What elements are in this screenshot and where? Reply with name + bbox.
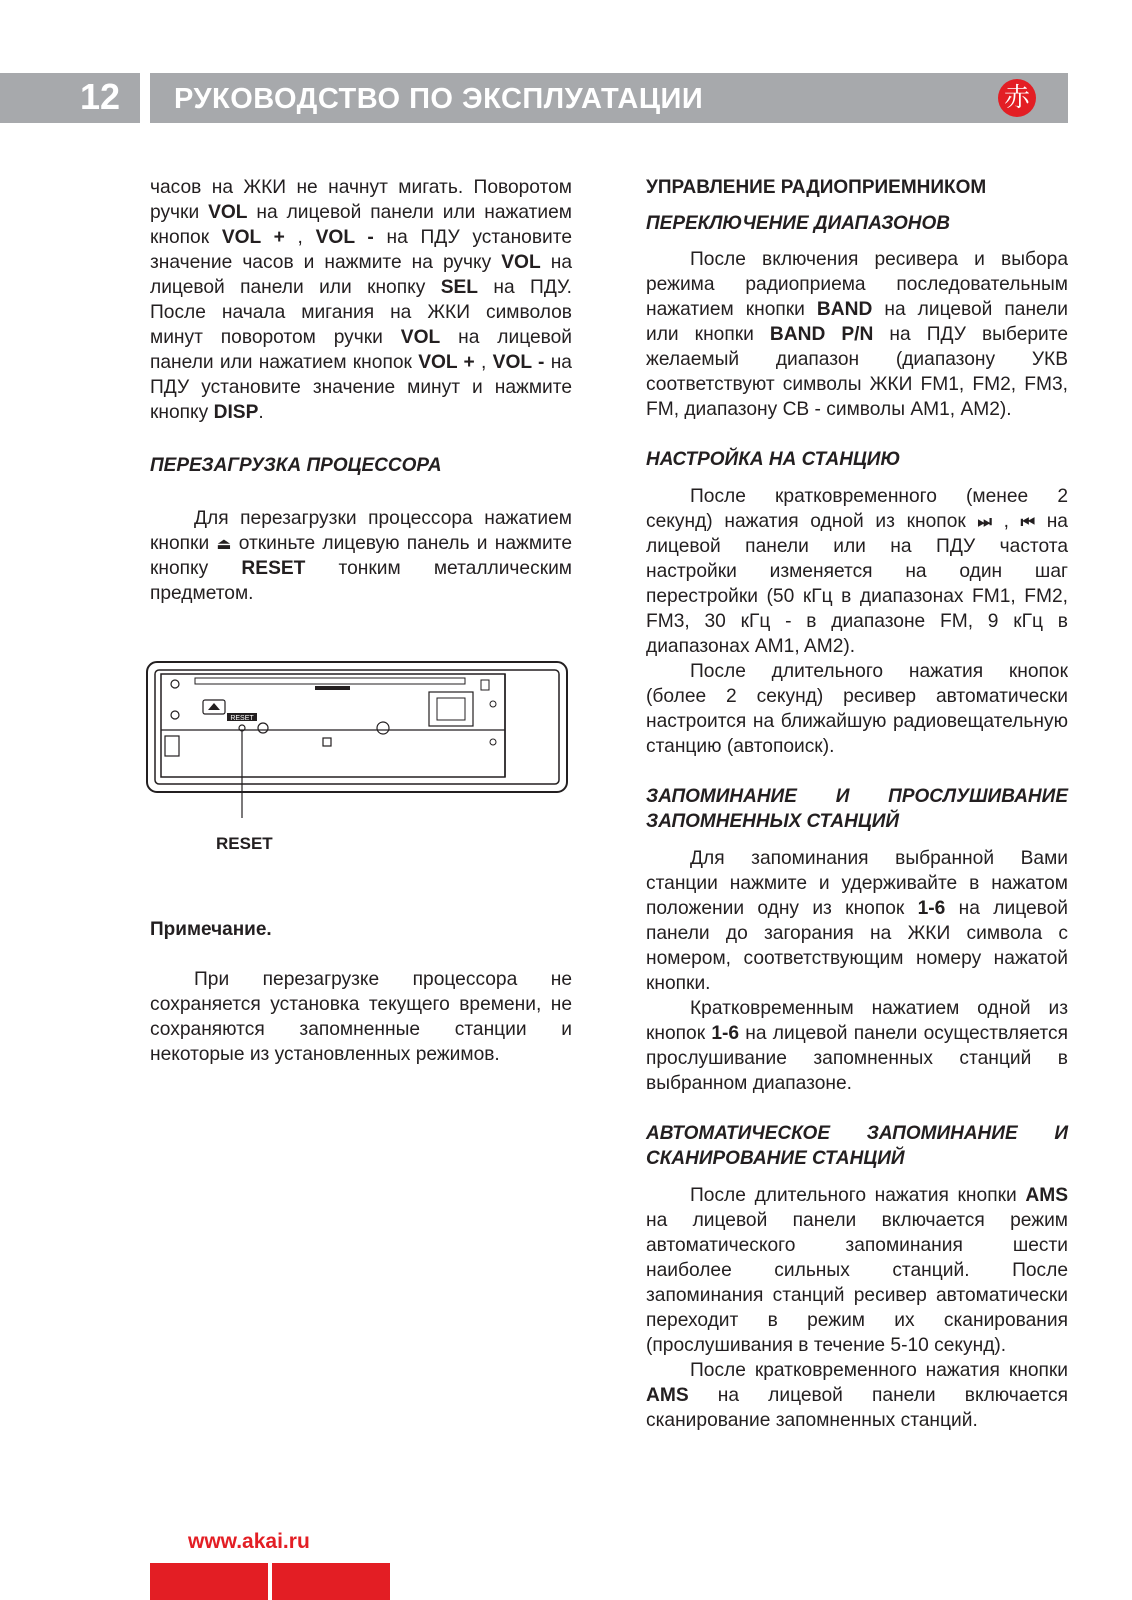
prev-track-icon: ⏮ — [1020, 512, 1036, 531]
device-outer-frame — [147, 662, 567, 792]
heading-radio-control: УПРАВЛЕНИЕ РАДИОПРИЕМНИКОМ — [646, 177, 987, 198]
tuning-paragraph-2: После длительного нажатия кнопок (более 2 секунд) ресивер автоматически настроится на ближайшую радиовещательную станцию (автопоиск). — [646, 661, 1068, 757]
page-number: 12 — [79, 76, 120, 117]
slot-tab — [315, 686, 350, 690]
connector-icon — [323, 738, 331, 746]
heading-band-switching: ПЕРЕКЛЮЧЕНИЕ ДИАПАЗОНОВ — [646, 213, 950, 234]
store-paragraph-1: Для запоминания выбранной Вами станции нажмите и удерживайте в нажатом положении одну из кнопок 1-6 на лицевой панели до загорания на ЖКИ символа с номером, соответствующим номеру нажатой кнопки. — [646, 848, 1069, 994]
note-title: Примечание. — [150, 919, 272, 940]
reset-paragraph: Для перезагрузки процессора нажатием кнопки ⏏ откиньте лицевую панель и нажмите кнопку RESET тонким металлическим предметом. — [150, 508, 573, 604]
left-column — [150, 175, 572, 606]
screw-icon — [171, 680, 179, 688]
note-text: При перезагрузке процессора не сохраняется установка текущего времени, не сохраняются запомненные станции и некоторые из установленных режимов. — [150, 969, 572, 1065]
screw-icon — [490, 701, 496, 707]
left-latch — [165, 736, 179, 756]
latch-icon — [481, 680, 489, 690]
heading-tuning: НАСТРОЙКА НА СТАНЦИЮ — [646, 449, 901, 470]
next-track-icon: ⏭ — [977, 512, 992, 531]
device-inner-frame — [155, 670, 559, 784]
right-column — [646, 175, 1068, 1433]
eject-icon — [208, 703, 220, 710]
device-figure — [145, 660, 571, 820]
page-number-block — [0, 73, 140, 123]
auto-paragraph-1: После длительного нажатия кнопки AMS на лицевой панели включается режим автоматического запоминания шести наиболее сильных станций. После запоминания станций ресивер автоматически переходит в режим их сканирования (прослушивания в течение 5-10 секунд). — [646, 1185, 1068, 1356]
socket-inner — [437, 698, 465, 720]
heading-store-stations: ЗАПОМИНАНИЕ И ПРОСЛУШИВАНИЕ ЗАПОМНЕННЫХ СТАНЦИЙ — [646, 786, 1068, 832]
header-bar — [150, 73, 1068, 123]
heading-auto-store: АВТОМАТИЧЕСКОЕ ЗАПОМИНАНИЕ И СКАНИРОВАНИЕ СТАНЦИЙ — [646, 1123, 1068, 1169]
clock-setting-paragraph: часов на ЖКИ не начнут мигать. Поворотом ручки VOL на лицевой панели или нажатием кнопок VOL + , VOL - на ПДУ установите значение часов и нажмите на ручку VOL на лицевой панели или кнопку SEL на ПДУ. После начала мигания на ЖКИ символов минут поворотом ручки VOL на лицевой панели или нажатием кнопок VOL + , VOL - на ПДУ установите значение минут и нажмите кнопку DISP. — [150, 177, 573, 423]
knob-icon — [377, 722, 389, 734]
screw-icon — [490, 739, 496, 745]
page-title: РУКОВОДСТВО ПО ЭКСПЛУАТАЦИИ — [174, 83, 704, 115]
note-block — [150, 917, 572, 1067]
footer-block — [150, 1563, 268, 1600]
knob-icon — [258, 723, 268, 733]
footer-block — [272, 1563, 390, 1600]
cd-slot — [195, 678, 465, 684]
socket-block — [429, 692, 473, 726]
heading-processor-reset: ПЕРЕЗАГРУЗКА ПРОЦЕССОРА — [150, 455, 442, 476]
device-reset-text: RESET — [230, 715, 254, 722]
tuning-paragraph-1: После кратковременного (менее 2 секунд) нажатия одной из кнопок ⏭ , ⏮ на лицевой панели или на ПДУ частота настройки изменяется на один шаг перестройки (50 кГц в диапазонах FM1, FM2, FM3, 30 кГц - в диапазоне FM, 9 кГц в диапазонах AM1, AM2). — [646, 486, 1068, 657]
store-paragraph-2: Кратковременным нажатием одной из кнопок 1-6 на лицевой панели осуществляется прослушивание запомненных станций в выбранном диапазоне. — [646, 998, 1068, 1094]
eject-icon: ⏏ — [216, 534, 232, 553]
auto-paragraph-2: После кратковременного нажатия кнопки AMS на лицевой панели включается сканирование запомненных станций. — [646, 1360, 1068, 1431]
reset-figure-label: RESET — [216, 834, 273, 853]
screw-icon — [171, 711, 179, 719]
brand-logo: 赤 — [998, 79, 1036, 117]
band-paragraph: После включения ресивера и выбора режима радиоприема последовательным нажатием кнопки BAND на лицевой панели или кнопки BAND P/N на ПДУ выберите желаемый диапазон (диапазону УКВ соответствуют символы ЖКИ FM1, FM2, FM3, FM, диапазону СВ - символы АМ1, АМ2). — [646, 249, 1069, 420]
footer-url[interactable]: www.akai.ru — [188, 1530, 310, 1553]
